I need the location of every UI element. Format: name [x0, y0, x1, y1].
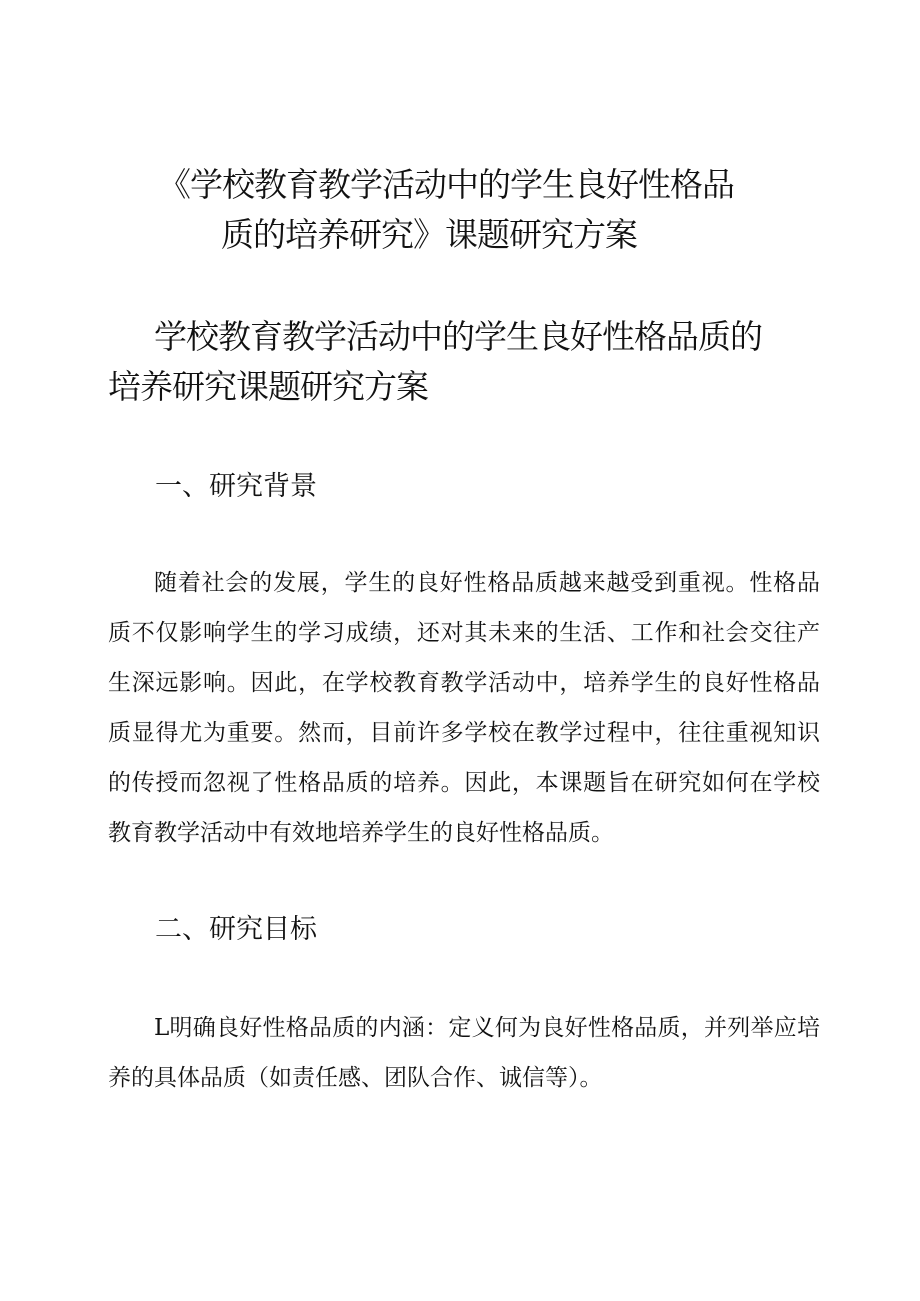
section-paragraph-background: 随着社会的发展，学生的良好性格品质越来越受到重视。性格品质不仅影响学生的学习成绩，还对其未来的生活、工作和社会交往产生深远影响。因此，在学校教育教学活动中，培养学生的良好性格品质显得尤为重要。然而，目前许多学校在教学过程中，往往重视知识的传授而忽视了性格品质的培养。因此，本课题旨在研究如何在学校教育教学活动中有效地培养学生的良好性格品质。	[108, 570, 820, 846]
section-heading-goals: 二、研究目标	[155, 914, 317, 945]
section-heading-background: 一、研究背景	[155, 471, 317, 502]
document-title	[158, 160, 818, 260]
document-title-line-2: 质的培养研究》课题研究方案	[221, 215, 637, 254]
document-subtitle-line-2: 培养研究课题研究方案	[108, 367, 428, 406]
document-subtitle	[108, 312, 828, 412]
document-title-line-1: 《学校教育教学活动中的学生良好性格品	[158, 165, 734, 204]
section-paragraph-goals: L明确良好性格品质的内涵：定义何为良好性格品质，并列举应培养的具体品质（如责任感、团队合作、诚信等）。	[108, 1015, 820, 1091]
document-subtitle-line-1: 学校教育教学活动中的学生良好性格品质的	[154, 317, 762, 356]
